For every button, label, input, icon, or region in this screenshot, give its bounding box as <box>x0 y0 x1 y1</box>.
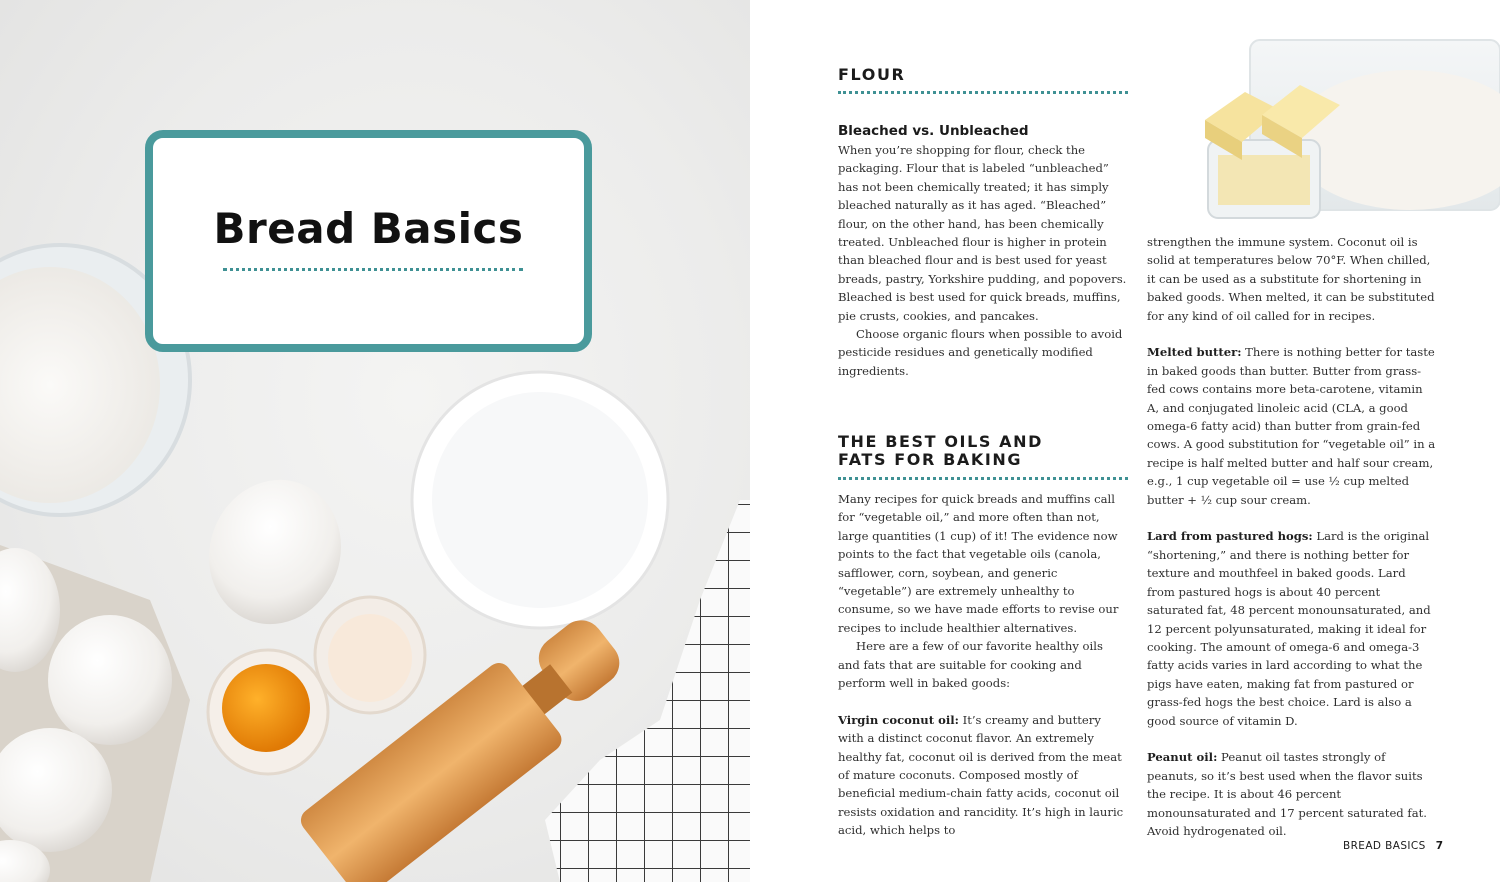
cracked-egg-shell <box>315 597 425 713</box>
flour-paragraph-2: Choose organic flours when possible to avoid pesticide residues and genetically modified ingredients. <box>838 327 1123 378</box>
oils-paragraph-1: Many recipes for quick breads and muffins call for “vegetable oil,” and more often than not, large quantities (1 cup) of it! The evidence now points to the fact that vegetable oils (canola, safflower, corn, soybean, and generic “vegetable”) are extremely unhealthy to consume, so we have made efforts to revise our recipes to include healthier alternatives. <box>838 492 1119 635</box>
egg-carton <box>0 545 190 882</box>
peanut-oil-term: Peanut oil: <box>1147 750 1218 765</box>
chapter-title: Bread Basics <box>213 204 524 253</box>
oils-body-column-1 <box>838 490 1128 840</box>
page-footer <box>1343 840 1443 852</box>
title-card <box>145 130 592 352</box>
coconut-oil-text: It’s creamy and buttery with a distinct coconut flavor. An extremely healthy fat, coconut oil is derived from the meat of mature coconuts. Composed mostly of beneficial medium-chain fatty acids, coconut oil resists oxidation and rancidity. It’s high in lauric acid, which helps to <box>838 712 1124 838</box>
melted-butter-text: There is nothing better for taste in baked goods than butter. Butter from grass-fed cows contains more beta-carotene, vitamin A, and conjugated linoleic acid (CLA, a good omega-6 fatty acid) than butter from grain-fed cows. A good substitution for “vegetable oil” in a recipe is half melted butter and half sour cream, e.g., 1 cup vegetable oil = use ½ cup melted butter + ½ cup sour cream. <box>1147 345 1436 507</box>
milk-bowl <box>412 372 668 628</box>
oils-heading-line-1: THE BEST OILS AND <box>838 432 1044 451</box>
coconut-oil-term: Virgin coconut oil: <box>838 712 959 727</box>
melted-butter-entry <box>1147 343 1437 509</box>
flour-dotted-rule <box>838 91 1128 94</box>
oils-paragraph-2: Here are a few of our favorite healthy oils and fats that are suitable for cooking and perform well in baked goods: <box>838 639 1103 691</box>
running-head: BREAD BASICS <box>1343 840 1426 852</box>
flour-subheading: Bleached vs. Unbleached <box>838 123 1029 139</box>
lard-entry <box>1147 527 1437 729</box>
egg-yolk-in-shell <box>208 650 328 774</box>
oils-heading <box>838 433 1043 469</box>
coconut-oil-entry <box>838 711 1128 840</box>
title-dotted-rule <box>223 268 523 271</box>
oils-body-column-2 <box>1147 233 1437 840</box>
lard-text: Lard is the original “shortening,” and there is nothing better for texture and mouthfeel in baked goods. Lard from pastured hogs is about 40 percent saturated fat, 48 percent monounsaturated, and 12 percent polyunsaturated, making it ideal for cooking. The amount of omega-6 and omega-3 fatty acids varies in lard according to what the pigs have eaten, making fat from pastured or grass-fed hogs the best choice. Lard is also a good source of vitamin D. <box>1147 529 1431 728</box>
lard-term: Lard from pastured hogs: <box>1147 529 1313 544</box>
coconut-oil-continued: strengthen the immune system. Coconut oil is solid at temperatures below 70°F. When chilled, it can be used as a substitute for shortening in baked goods. When melted, it can be substituted for any kind of oil called for in recipes. <box>1147 235 1435 323</box>
flour-body <box>838 141 1128 380</box>
flour-heading: FLOUR <box>838 65 906 84</box>
melted-butter-term: Melted butter: <box>1147 345 1242 360</box>
oils-heading-line-2: FATS FOR BAKING <box>838 450 1023 469</box>
page-number: 7 <box>1435 840 1444 852</box>
oils-dotted-rule <box>838 477 1128 480</box>
peanut-oil-text: Peanut oil tastes strongly of peanuts, so it’s best used when the flavor suits the recipe. It is about 46 percent monounsaturated and 17 percent saturated fat. Avoid hydrogenated oil. <box>1147 750 1427 838</box>
peanut-oil-entry <box>1147 748 1437 840</box>
butter-and-flour-photo <box>1190 30 1500 225</box>
flour-paragraph-1: When you’re shopping for flour, check the packaging. Flour that is labeled “unbleached” has not been chemically treated; it has simply bleached naturally as it has aged. “Bleached” flour, on the other hand, has been chemically treated. Unbleached flour is higher in protein than bleached flour and is best used for yeast breads, pastry, Yorkshire pudding, and popovers. Bleached is best used for quick breads, muffins, pie crusts, cookies, and pancakes. <box>838 143 1127 323</box>
